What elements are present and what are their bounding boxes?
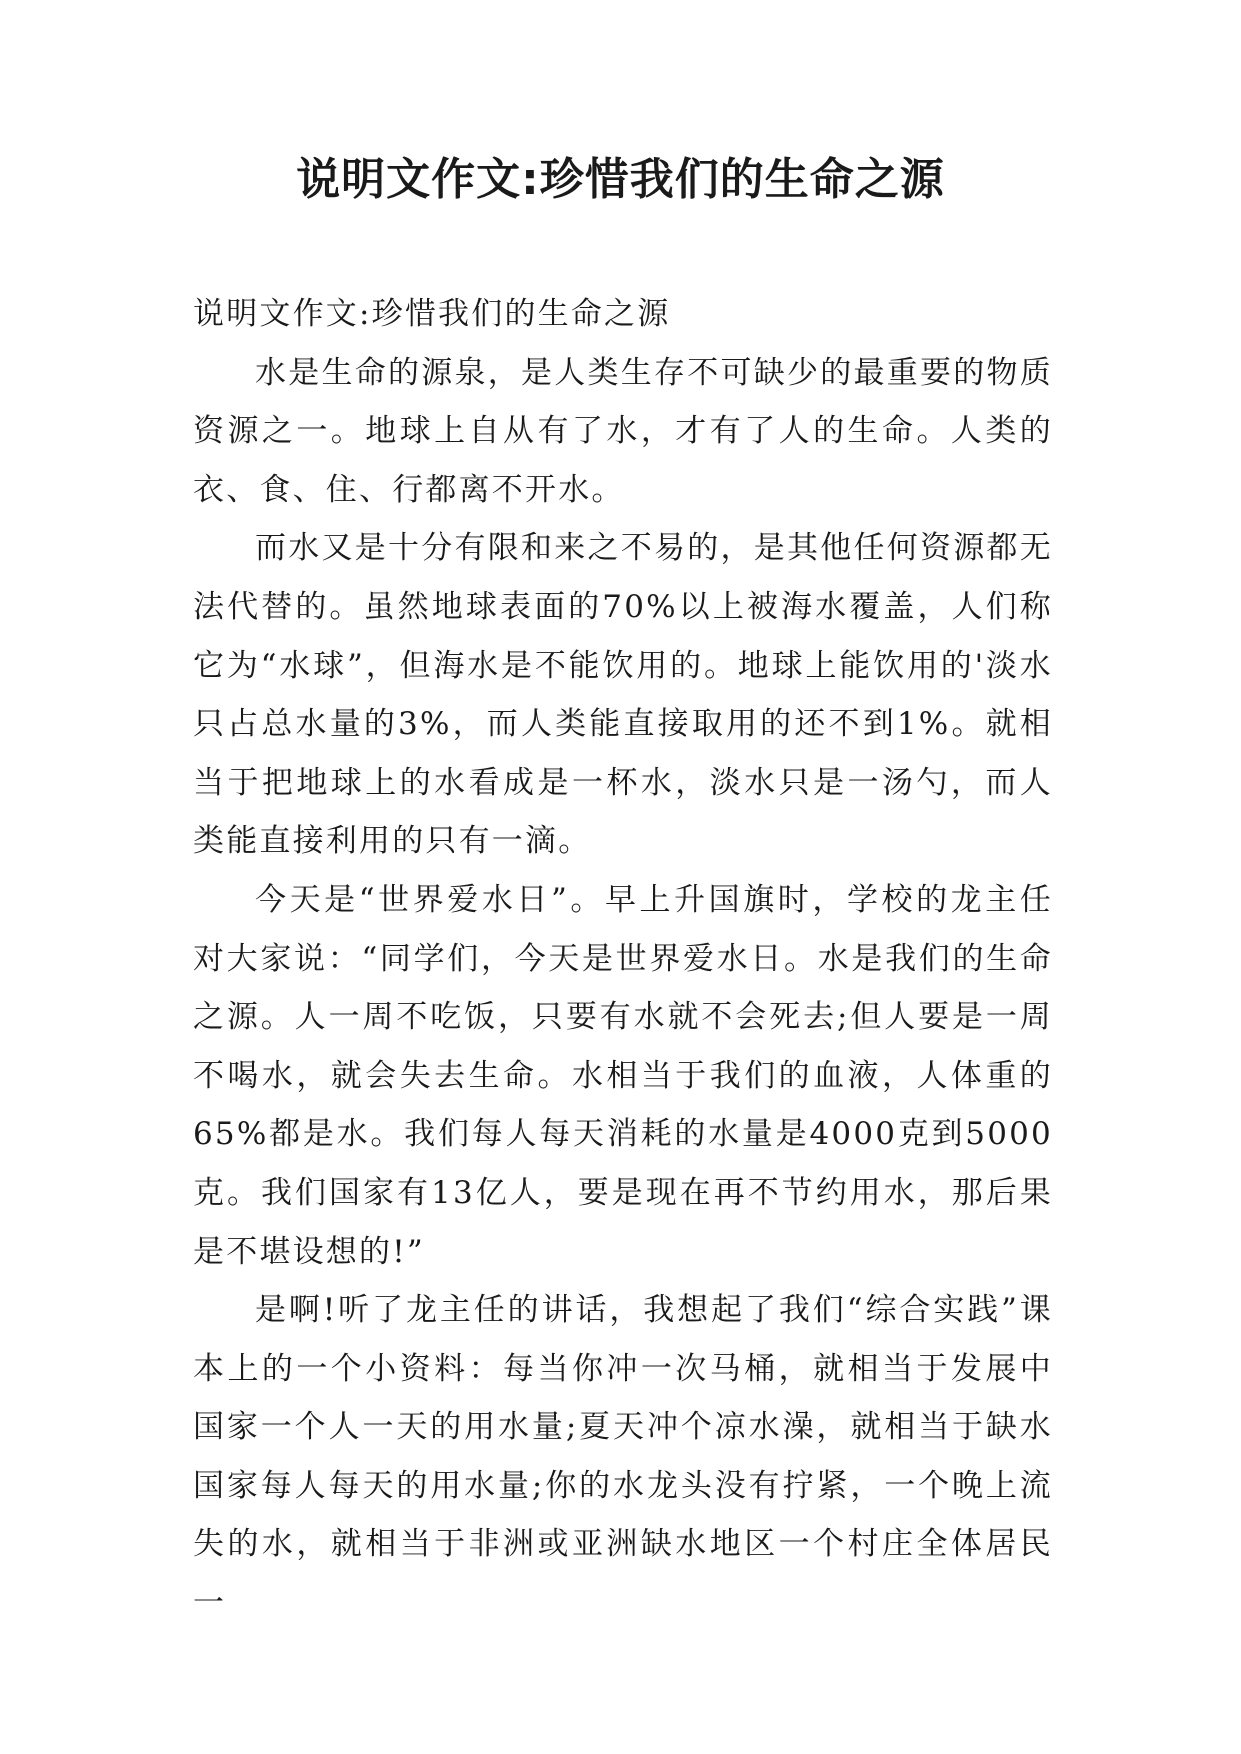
document-subtitle: 说明文作文:珍惜我们的生命之源	[193, 296, 671, 332]
paragraph-4: 是啊!听了龙主任的讲话，我想起了我们“综合实践”课本上的一个小资料：每当你冲一次马桶，就相当于发展中国家一个人一天的用水量;夏天冲个凉水澡，就相当于缺水国家每人每天的用水量;你的水龙头没有拧紧，一个晚上流失的水，就相当于非洲或亚洲缺水地区一个村庄全体居民一	[193, 1292, 1053, 1622]
document-body	[193, 285, 1053, 1633]
document-title: 说明文作文:珍惜我们的生命之源	[296, 154, 945, 205]
paragraph-3: 今天是“世界爱水日”。早上升国旗时，学校的龙主任对大家说：“同学们，今天是世界爱水日。水是我们的生命之源。人一周不吃饭，只要有水就不会死去;但人要是一周不喝水，就会失去生命。水相当于我们的血液，人体重的65%都是水。我们每人每天消耗的水量是4000克到5000克。我们国家有13亿人，要是现在再不节约用水，那后果是不堪设想的!”	[193, 881, 1053, 1270]
paragraph-1: 水是生命的源泉，是人类生存不可缺少的最重要的物质资源之一。地球上自从有了水，才有了人的生命。人类的衣、食、住、行都离不开水。	[193, 354, 1053, 508]
paragraph-2: 而水又是十分有限和来之不易的，是其他任何资源都无法代替的。虽然地球表面的70%以上被海水覆盖，人们称它为“水球”，但海水是不能饮用的。地球上能饮用的'淡水只占总水量的3%，而人类能直接取用的还不到1%。就相当于把地球上的水看成是一杯水，淡水只是一汤勺，而人类能直接利用的只有一滴。	[193, 530, 1053, 860]
